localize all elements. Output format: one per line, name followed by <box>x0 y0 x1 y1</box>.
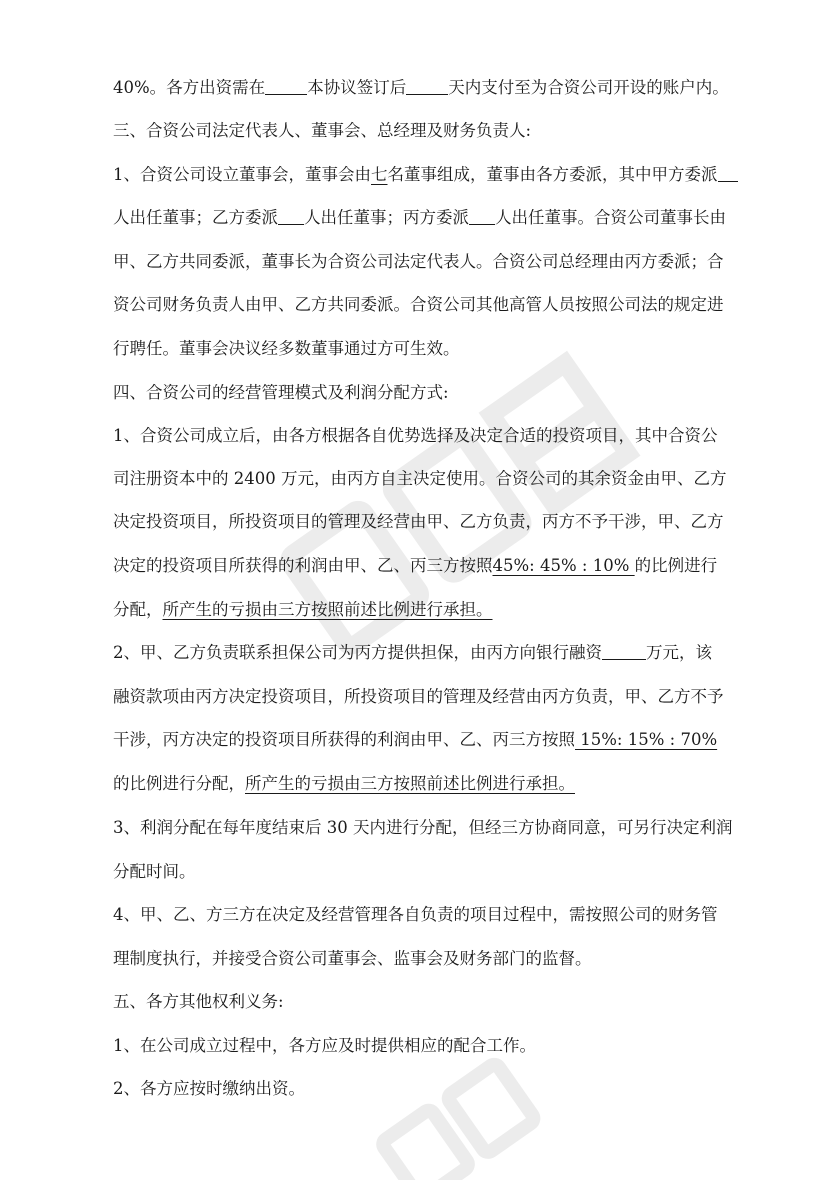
text-segment: 40%。各方出资需在 <box>113 78 266 97</box>
text-segment: 干涉，丙方决定的投资项目所获得的利润由甲、乙、丙三方按照 <box>113 730 575 749</box>
text-line <box>113 76 743 100</box>
text-line <box>113 554 743 578</box>
text-segment: 万元，该 <box>646 643 712 662</box>
text-line <box>113 424 743 448</box>
text-segment: 行聘任。董事会决议经多数董事通过方可生效。 <box>113 339 460 358</box>
watermark-logo-bottom <box>360 1040 600 1180</box>
text-segment: 五、各方其他权利义务: <box>113 992 284 1011</box>
text-line <box>113 206 743 230</box>
underlined-text: 45%: 45% : 10% <box>492 556 635 575</box>
fill-in-blank <box>718 165 738 182</box>
text-line <box>113 598 743 622</box>
text-segment: 人出任董事。合资公司董事长由 <box>495 208 726 227</box>
underlined-text: 所产生的亏损由三方按照前述比例进行承担。 <box>162 600 493 619</box>
text-segment: 2、甲、乙方负责联系担保公司为丙方提供担保，由丙方向银行融资 <box>113 643 602 662</box>
fill-in-blank <box>406 78 448 95</box>
text-line <box>113 1034 743 1058</box>
fill-in-blank <box>278 208 304 225</box>
fill-in-blank <box>469 208 495 225</box>
underlined-text: 七 <box>371 165 388 184</box>
text-segment: 理制度执行，并接受合资公司董事会、监事会及财务部门的监督。 <box>113 949 592 968</box>
text-line <box>113 685 743 709</box>
text-segment: 融资款项由丙方决定投资项目，所投资项目的管理及经营由丙方负责，甲、乙方不予 <box>113 687 724 706</box>
text-line <box>113 728 743 752</box>
underlined-text: 15%: 15% : 70% <box>575 730 718 749</box>
text-segment: 的比例进行 <box>634 556 718 575</box>
text-segment: 名董事组成，董事由各方委派，其中甲方委派 <box>387 165 718 184</box>
text-segment: 1、合资公司成立后，由各方根据各自优势选择及决定合适的投资项目，其中合资公 <box>113 426 718 445</box>
text-line <box>113 641 743 665</box>
text-line <box>113 467 743 491</box>
text-line <box>113 1077 743 1101</box>
text-segment: 资公司财务负责人由甲、乙方共同委派。合资公司其他高管人员按照公司法的规定进 <box>113 295 724 314</box>
text-segment: 甲、乙方共同委派，董事长为合资公司法定代表人。合资公司总经理由丙方委派；合 <box>113 252 724 271</box>
text-segment: 决定的投资项目所获得的利润由甲、乙、丙三方按照 <box>113 556 493 575</box>
text-segment: 1、在公司成立过程中，各方应及时提供相应的配合工作。 <box>113 1036 536 1055</box>
text-segment: 司注册资本中的 2400 万元，由丙方自主决定使用。合资公司的其余资金由甲、乙方 <box>113 469 727 488</box>
underlined-text: 所产生的亏损由三方按照前述比例进行承担。 <box>245 774 575 793</box>
text-line <box>113 337 743 361</box>
text-segment: 三、合资公司法定代表人、董事会、总经理及财务负责人: <box>113 121 532 140</box>
fill-in-blank <box>602 643 646 660</box>
fill-in-blank <box>265 78 307 95</box>
text-segment: 分配时间。 <box>113 862 196 881</box>
text-line <box>113 860 743 884</box>
text-line <box>113 163 743 187</box>
text-segment: 2、各方应按时缴纳出资。 <box>113 1079 305 1098</box>
text-segment: 四、合资公司的经营管理模式及利润分配方式: <box>113 383 449 402</box>
text-line <box>113 250 743 274</box>
text-segment: 人出任董事；丙方委派 <box>304 208 469 227</box>
text-line <box>113 510 743 534</box>
text-line <box>113 903 743 927</box>
text-segment: 天内支付至为合资公司开设的账户内。 <box>448 78 729 97</box>
text-line <box>113 119 743 143</box>
text-segment: 人出任董事；乙方委派 <box>113 208 278 227</box>
text-segment: 的比例进行分配， <box>113 774 245 793</box>
text-line <box>113 947 743 971</box>
text-segment: 决定投资项目，所投资项目的管理及经营由甲、乙方负责，丙方不予干涉，甲、乙方 <box>113 512 724 531</box>
text-line <box>113 816 743 840</box>
text-segment: 本协议签订后 <box>307 78 407 97</box>
text-line <box>113 293 743 317</box>
text-line <box>113 990 743 1014</box>
text-segment: 1、合资公司设立董事会，董事会由 <box>113 165 371 184</box>
text-segment: 分配， <box>113 600 163 619</box>
text-line <box>113 381 743 405</box>
text-segment: 3、利润分配在每年度结束后 30 天内进行分配，但经三方协商同意，可另行决定利润 <box>113 818 733 837</box>
text-line <box>113 772 743 796</box>
text-segment: 4、甲、乙、方三方在决定及经营管理各自负责的项目过程中，需按照公司的财务管 <box>113 905 718 924</box>
